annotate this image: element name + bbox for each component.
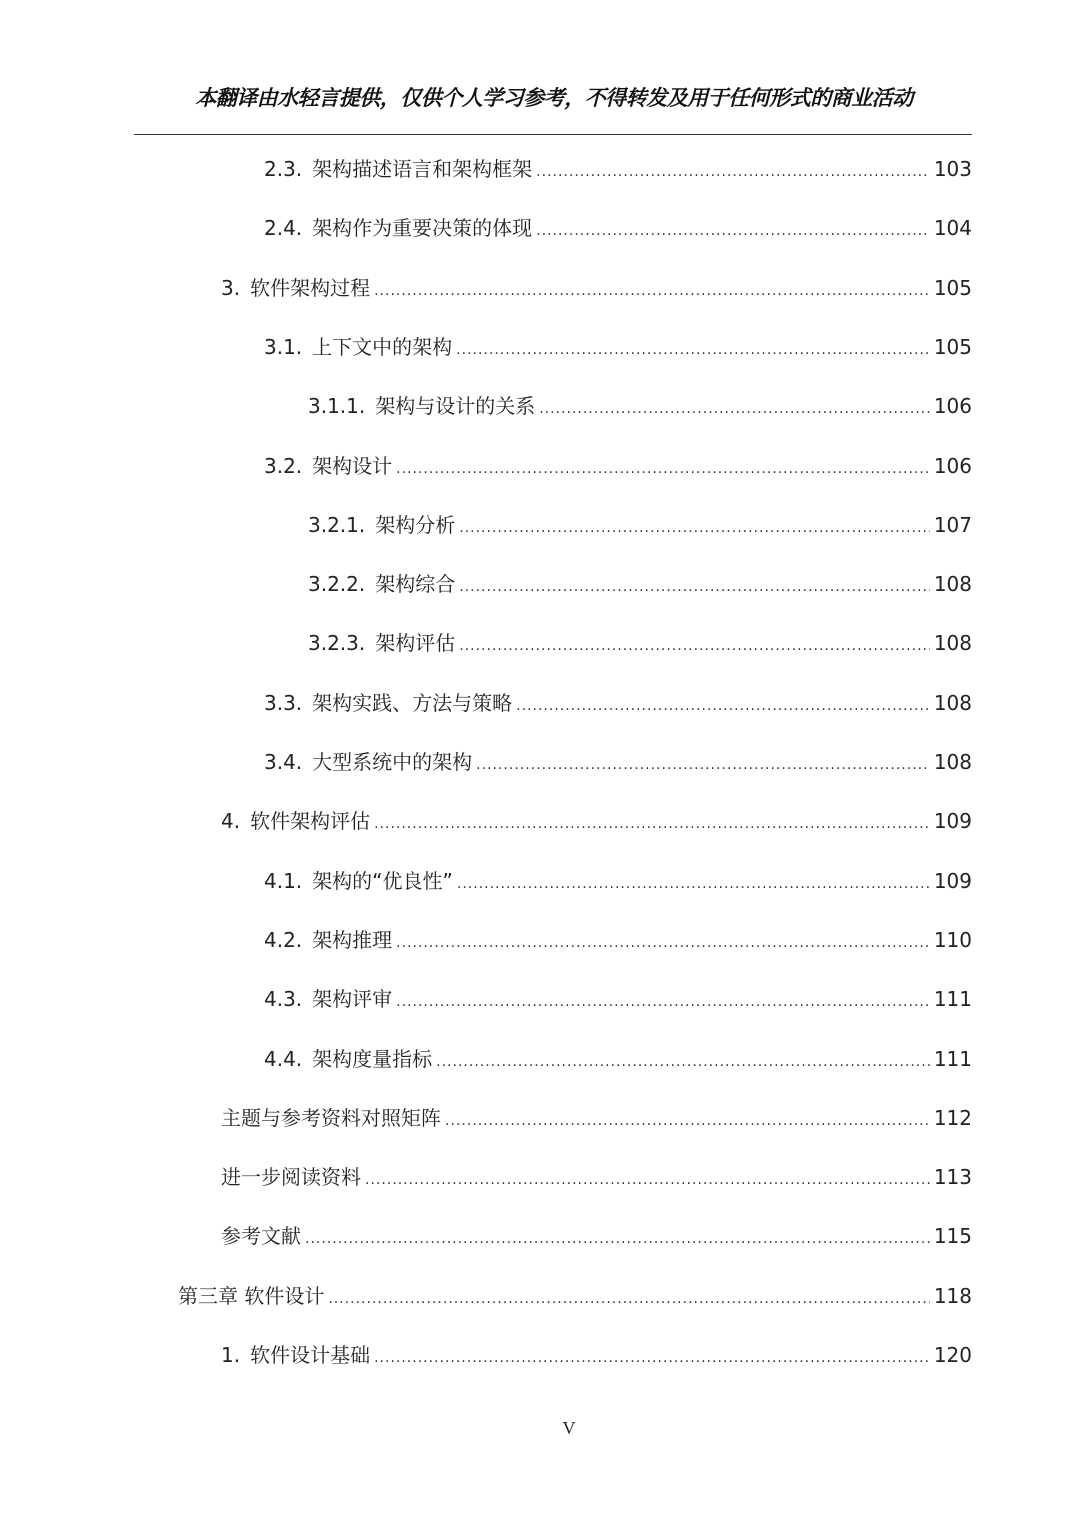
toc-entry-number: 2.3. [264, 157, 303, 181]
toc-entry-page: 107 [933, 512, 972, 537]
toc-entry-title: 软件架构评估 [250, 809, 371, 834]
toc-entry-page: 115 [933, 1224, 972, 1249]
toc-entry-number: 4.3. [264, 987, 303, 1012]
header-divider [134, 134, 972, 135]
toc-entry-page: 106 [933, 453, 972, 478]
toc-entry-title: 架构综合 [375, 572, 456, 597]
toc-entry-page: 109 [933, 809, 972, 834]
dot-leader [476, 757, 930, 773]
toc-entry[interactable] [264, 153, 972, 183]
toc-entry-number: 3.1. [264, 334, 303, 359]
toc-entry-title: 架构设计 [312, 453, 393, 478]
dot-leader [445, 1113, 930, 1129]
toc-entry-number: 3. [221, 275, 241, 300]
toc-entry-page: 120 [933, 1343, 972, 1367]
toc-entry[interactable] [221, 1161, 972, 1191]
toc-entry[interactable] [264, 924, 972, 954]
toc-entry-page: 110 [933, 927, 972, 952]
toc-entry-title: 架构实践、方法与策略 [312, 690, 513, 715]
toc-entry-page: 105 [933, 275, 972, 300]
toc-entry-number: 3.4. [264, 750, 303, 774]
toc-entry-title: 参考文献 [221, 1224, 301, 1249]
toc-entry[interactable] [221, 272, 972, 302]
toc-entry-title: 架构评审 [312, 987, 393, 1012]
toc-entry-page: 105 [933, 334, 972, 359]
toc-entry-page: 108 [933, 690, 972, 715]
toc-entry[interactable] [264, 331, 972, 361]
dot-leader [536, 223, 930, 239]
toc-entry-title: 软件架构过程 [250, 275, 371, 300]
toc-entry[interactable] [308, 627, 972, 657]
toc-entry[interactable] [221, 1339, 972, 1369]
toc-entry[interactable] [178, 1280, 972, 1310]
toc-entry-title: 架构作为重要决策的体现 [312, 216, 533, 241]
toc-entry-title: 架构推理 [312, 927, 393, 952]
dot-leader [374, 816, 930, 832]
toc-entry-page: 118 [933, 1283, 972, 1308]
toc-entry-title: 软件设计基础 [250, 1343, 371, 1367]
toc-entry[interactable] [264, 983, 972, 1013]
page-number: V [562, 1418, 576, 1438]
toc-entry[interactable] [308, 390, 972, 420]
toc-entry[interactable] [264, 865, 972, 895]
toc-entry[interactable] [221, 1102, 972, 1132]
toc-entry[interactable] [221, 1220, 972, 1250]
toc-entry-title: 架构评估 [375, 631, 456, 656]
toc-entry-number: 4.1. [264, 868, 303, 893]
dot-leader [365, 1172, 930, 1188]
dot-leader [374, 283, 930, 299]
toc-entry-page: 104 [933, 216, 972, 241]
dot-leader [396, 935, 930, 951]
toc-entry-title: 架构分析 [375, 512, 456, 537]
page-header: 本翻译由水轻言提供，仅供个人学习参考，不得转发及用于任何形式的商业活动 [195, 86, 913, 110]
toc-entry-page: 108 [933, 631, 972, 656]
toc-entry-number: 3.2.1. [308, 512, 366, 537]
toc-entry-title: 架构描述语言和架构框架 [312, 157, 533, 181]
toc-entry-number: 3.2.3. [308, 631, 366, 656]
toc-entry-number: 3.1.1. [308, 394, 366, 419]
toc-entry-number: 3.3. [264, 690, 303, 715]
toc-entry-title: 进一步阅读资料 [221, 1165, 361, 1190]
toc-entry-title: 大型系统中的架构 [312, 750, 473, 774]
toc-entry-page: 113 [933, 1165, 972, 1190]
toc-entry[interactable] [308, 568, 972, 598]
dot-leader [374, 1350, 930, 1366]
toc-entry[interactable] [264, 450, 972, 480]
toc-entry-page: 112 [933, 1105, 972, 1130]
toc-entry-title: 上下文中的架构 [312, 334, 453, 359]
dot-leader [536, 164, 930, 180]
toc-entry-number: 4.4. [264, 1046, 303, 1071]
dot-leader [459, 520, 930, 536]
toc-entry[interactable] [264, 746, 972, 776]
dot-leader [456, 342, 930, 358]
toc-entry-page: 103 [933, 157, 972, 181]
dot-leader [436, 1054, 930, 1070]
dot-leader [516, 698, 930, 714]
toc-entry-number: 4. [221, 809, 241, 834]
toc-entry[interactable] [264, 1043, 972, 1073]
toc-entry-title: 架构的“优良性” [312, 868, 453, 893]
toc-entry[interactable] [264, 212, 972, 242]
toc-entry-page: 111 [933, 1046, 972, 1071]
toc-entry-number: 1. [221, 1343, 241, 1367]
toc-entry-title: 主题与参考资料对照矩阵 [221, 1105, 441, 1130]
toc-entry-title: 第三章 软件设计 [178, 1283, 325, 1308]
dot-leader [539, 401, 930, 417]
toc-entry-page: 106 [933, 394, 972, 419]
toc-entry-page: 108 [933, 572, 972, 597]
toc-entry[interactable] [264, 687, 972, 717]
toc-entry-page: 111 [933, 987, 972, 1012]
dot-leader [457, 876, 930, 892]
toc-entry-page: 109 [933, 868, 972, 893]
toc-entry-page: 108 [933, 750, 972, 774]
dot-leader [396, 461, 930, 477]
dot-leader [459, 638, 930, 654]
toc-entry-number: 3.2. [264, 453, 303, 478]
toc-entry-number: 2.4. [264, 216, 303, 241]
toc-entry-title: 架构与设计的关系 [375, 394, 536, 419]
toc-entry[interactable] [221, 805, 972, 835]
toc-entry-number: 3.2.2. [308, 572, 366, 597]
dot-leader [305, 1231, 930, 1247]
toc-entry-title: 架构度量指标 [312, 1046, 433, 1071]
toc-entry[interactable] [308, 509, 972, 539]
toc-entry-number: 4.2. [264, 927, 303, 952]
dot-leader [328, 1291, 929, 1307]
dot-leader [396, 994, 930, 1010]
dot-leader [459, 579, 930, 595]
